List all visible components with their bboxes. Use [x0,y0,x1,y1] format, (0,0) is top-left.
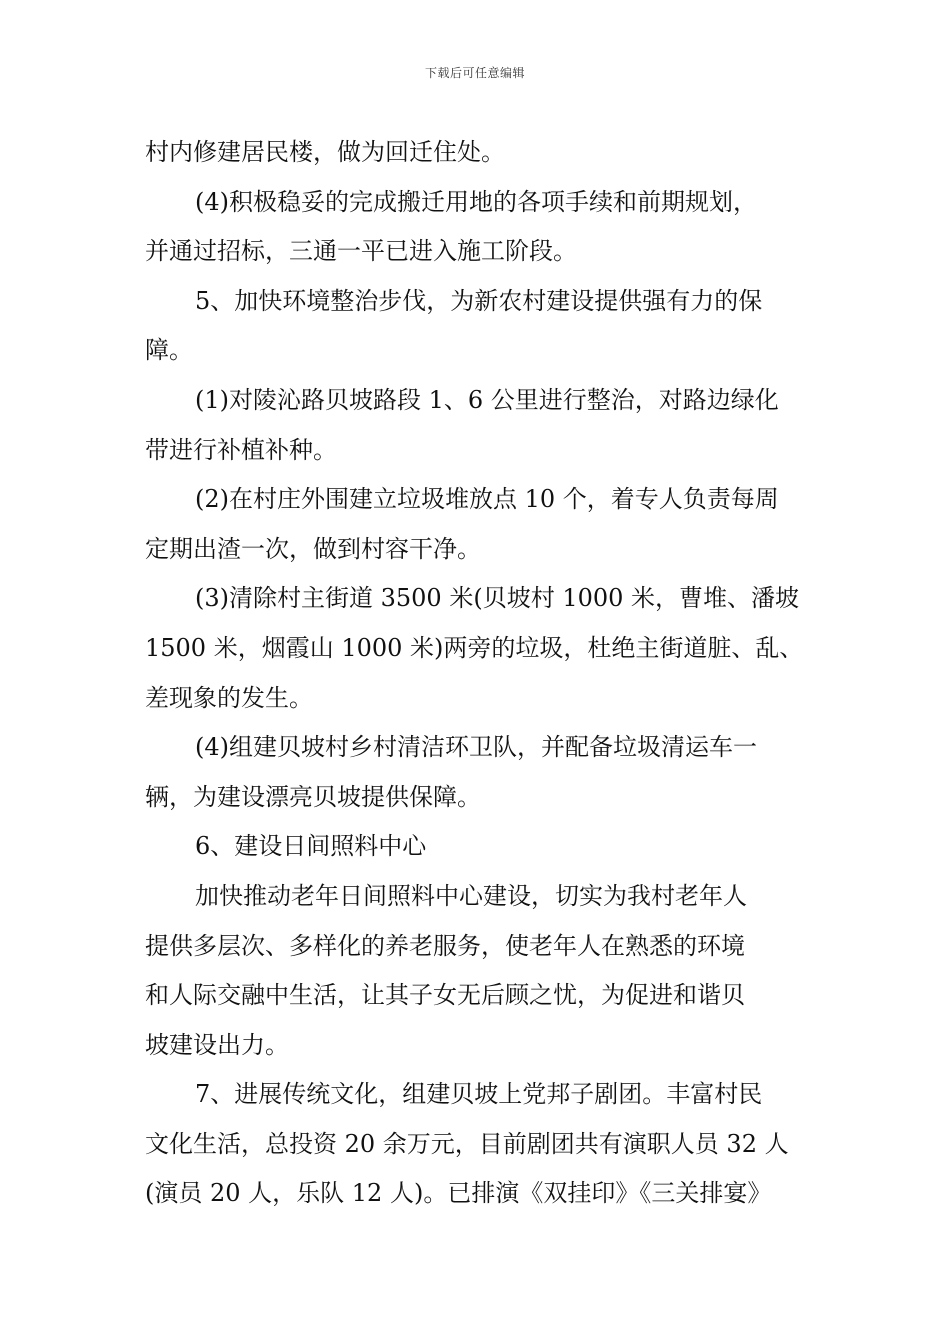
text-line: 提供多层次、多样化的养老服务，使老年人在熟悉的环境 [145,931,745,960]
text-line: (4)组建贝坡村乡村清洁环卫队，并配备垃圾清运车一 [195,733,757,762]
text-line: (3)清除村主街道 3500 米(贝坡村 1000 米，曹堆、潘坡 [195,584,800,613]
text-line: 1500 米，烟霞山 1000 米)两旁的垃圾，杜绝主街道脏、乱、 [145,633,804,662]
text-line: 文化生活，总投资 20 余万元，目前剧团共有演职人员 32 人 [145,1129,789,1158]
text-line: 障。 [145,336,193,365]
text-line: 带进行补植补种。 [145,435,337,464]
text-line: 村内修建居民楼，做为回迁住处。 [145,138,505,166]
section-heading-6: 6、建设日间照料中心 [195,832,427,861]
text-line: (4)积极稳妥的完成搬迁用地的各项手续和前期规划， [195,187,757,216]
document-body [145,128,810,1219]
text-line: 辆，为建设漂亮贝坡提供保障。 [145,782,481,811]
section-heading-7: 7、进展传统文化，组建贝坡上党邦子剧团。丰富村民 [195,1080,763,1109]
page-header: 下载后可任意编辑 [424,66,525,80]
text-line: (2)在村庄外围建立垃圾堆放点 10 个，着专人负责每周 [195,485,779,514]
text-line: 差现象的发生。 [145,683,313,712]
text-line: (演员 20 人，乐队 12 人)。已排演《双挂印》《三关排宴》 [145,1179,772,1208]
text-line: (1)对陵沁路贝坡路段 1、6 公里进行整治，对路边绿化 [195,385,779,414]
text-line: 坡建设出力。 [145,1030,289,1059]
section-heading-5: 5、加快环境整治步伐，为新农村建设提供强有力的保 [195,286,763,315]
text-line: 加快推动老年日间照料中心建设，切实为我村老年人 [195,881,747,910]
text-line: 和人际交融中生活，让其子女无后顾之忧，为促进和谐贝 [145,981,745,1010]
text-line: 定期出渣一次，做到村容干净。 [145,534,481,563]
text-line: 并通过招标，三通一平已进入施工阶段。 [145,237,577,266]
